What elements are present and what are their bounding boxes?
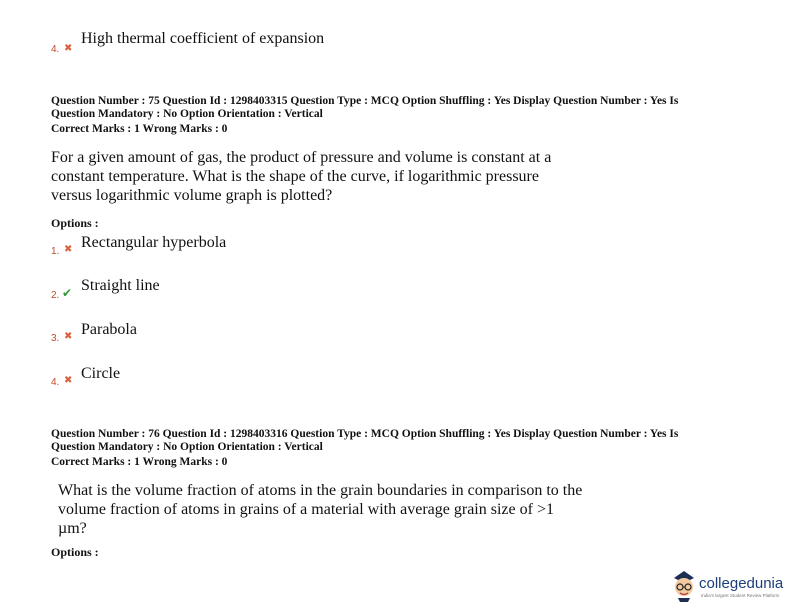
question-text-line: volume fraction of atoms in grains of a material with average grain size of >1: [58, 501, 554, 518]
question-text-line: What is the volume fraction of atoms in the grain boundaries in comparison to the: [58, 482, 583, 499]
question-meta-line: Question Mandatory : No Option Orientation : Vertical: [51, 108, 323, 120]
wrong-mark-icon: ✖: [64, 244, 73, 255]
mascot-icon: [670, 568, 698, 602]
question-meta: [51, 428, 678, 469]
option-text: Parabola: [81, 321, 137, 338]
option-number: 1.: [51, 246, 60, 257]
option-text: Rectangular hyperbola: [81, 234, 227, 251]
question-meta-line: Question Number : 76 Question Id : 1298403316 Question Type : MCQ Option Shuffling : Yes Display Question Number : Yes Is: [51, 428, 679, 440]
option-number: 4.: [51, 377, 60, 388]
wrong-mark-icon: ✖: [64, 331, 73, 342]
correct-check-icon: ✔: [62, 286, 73, 300]
logo-wordmark: collegedunia: [699, 575, 784, 592]
question-text-line: constant temperature. What is the shape of the curve, if logarithmic pressure: [51, 168, 539, 185]
option-text: Straight line: [81, 277, 160, 294]
question-meta-line: Question Number : 75 Question Id : 1298403315 Question Type : MCQ Option Shuffling : Yes Display Question Number : Yes Is: [51, 95, 679, 107]
question-marks: Correct Marks : 1 Wrong Marks : 0: [51, 456, 228, 468]
options-label: Options :: [51, 545, 99, 559]
option-text: High thermal coefficient of expansion: [81, 30, 325, 47]
options-label: Options :: [51, 216, 99, 230]
question-text-line: µm?: [58, 520, 87, 537]
question-meta: [51, 95, 678, 136]
wrong-mark-icon: ✖: [64, 375, 73, 386]
question-text: [58, 481, 598, 538]
option-number: 3.: [51, 333, 60, 344]
option-number: 2.: [51, 290, 60, 301]
question-text-line: For a given amount of gas, the product of pressure and volume is constant at a: [51, 149, 552, 166]
question-marks: Correct Marks : 1 Wrong Marks : 0: [51, 123, 228, 135]
option-number: 4.: [51, 44, 60, 55]
question-text: [51, 148, 596, 205]
wrong-mark-icon: ✖: [64, 43, 73, 54]
logo-tagline: India's largest Student Review Platform: [701, 593, 780, 598]
collegedunia-logo: [668, 568, 786, 606]
question-text-line: versus logarithmic volume graph is plotted?: [51, 187, 333, 204]
option-text: Circle: [81, 365, 121, 382]
question-meta-line: Question Mandatory : No Option Orientation : Vertical: [51, 441, 323, 453]
